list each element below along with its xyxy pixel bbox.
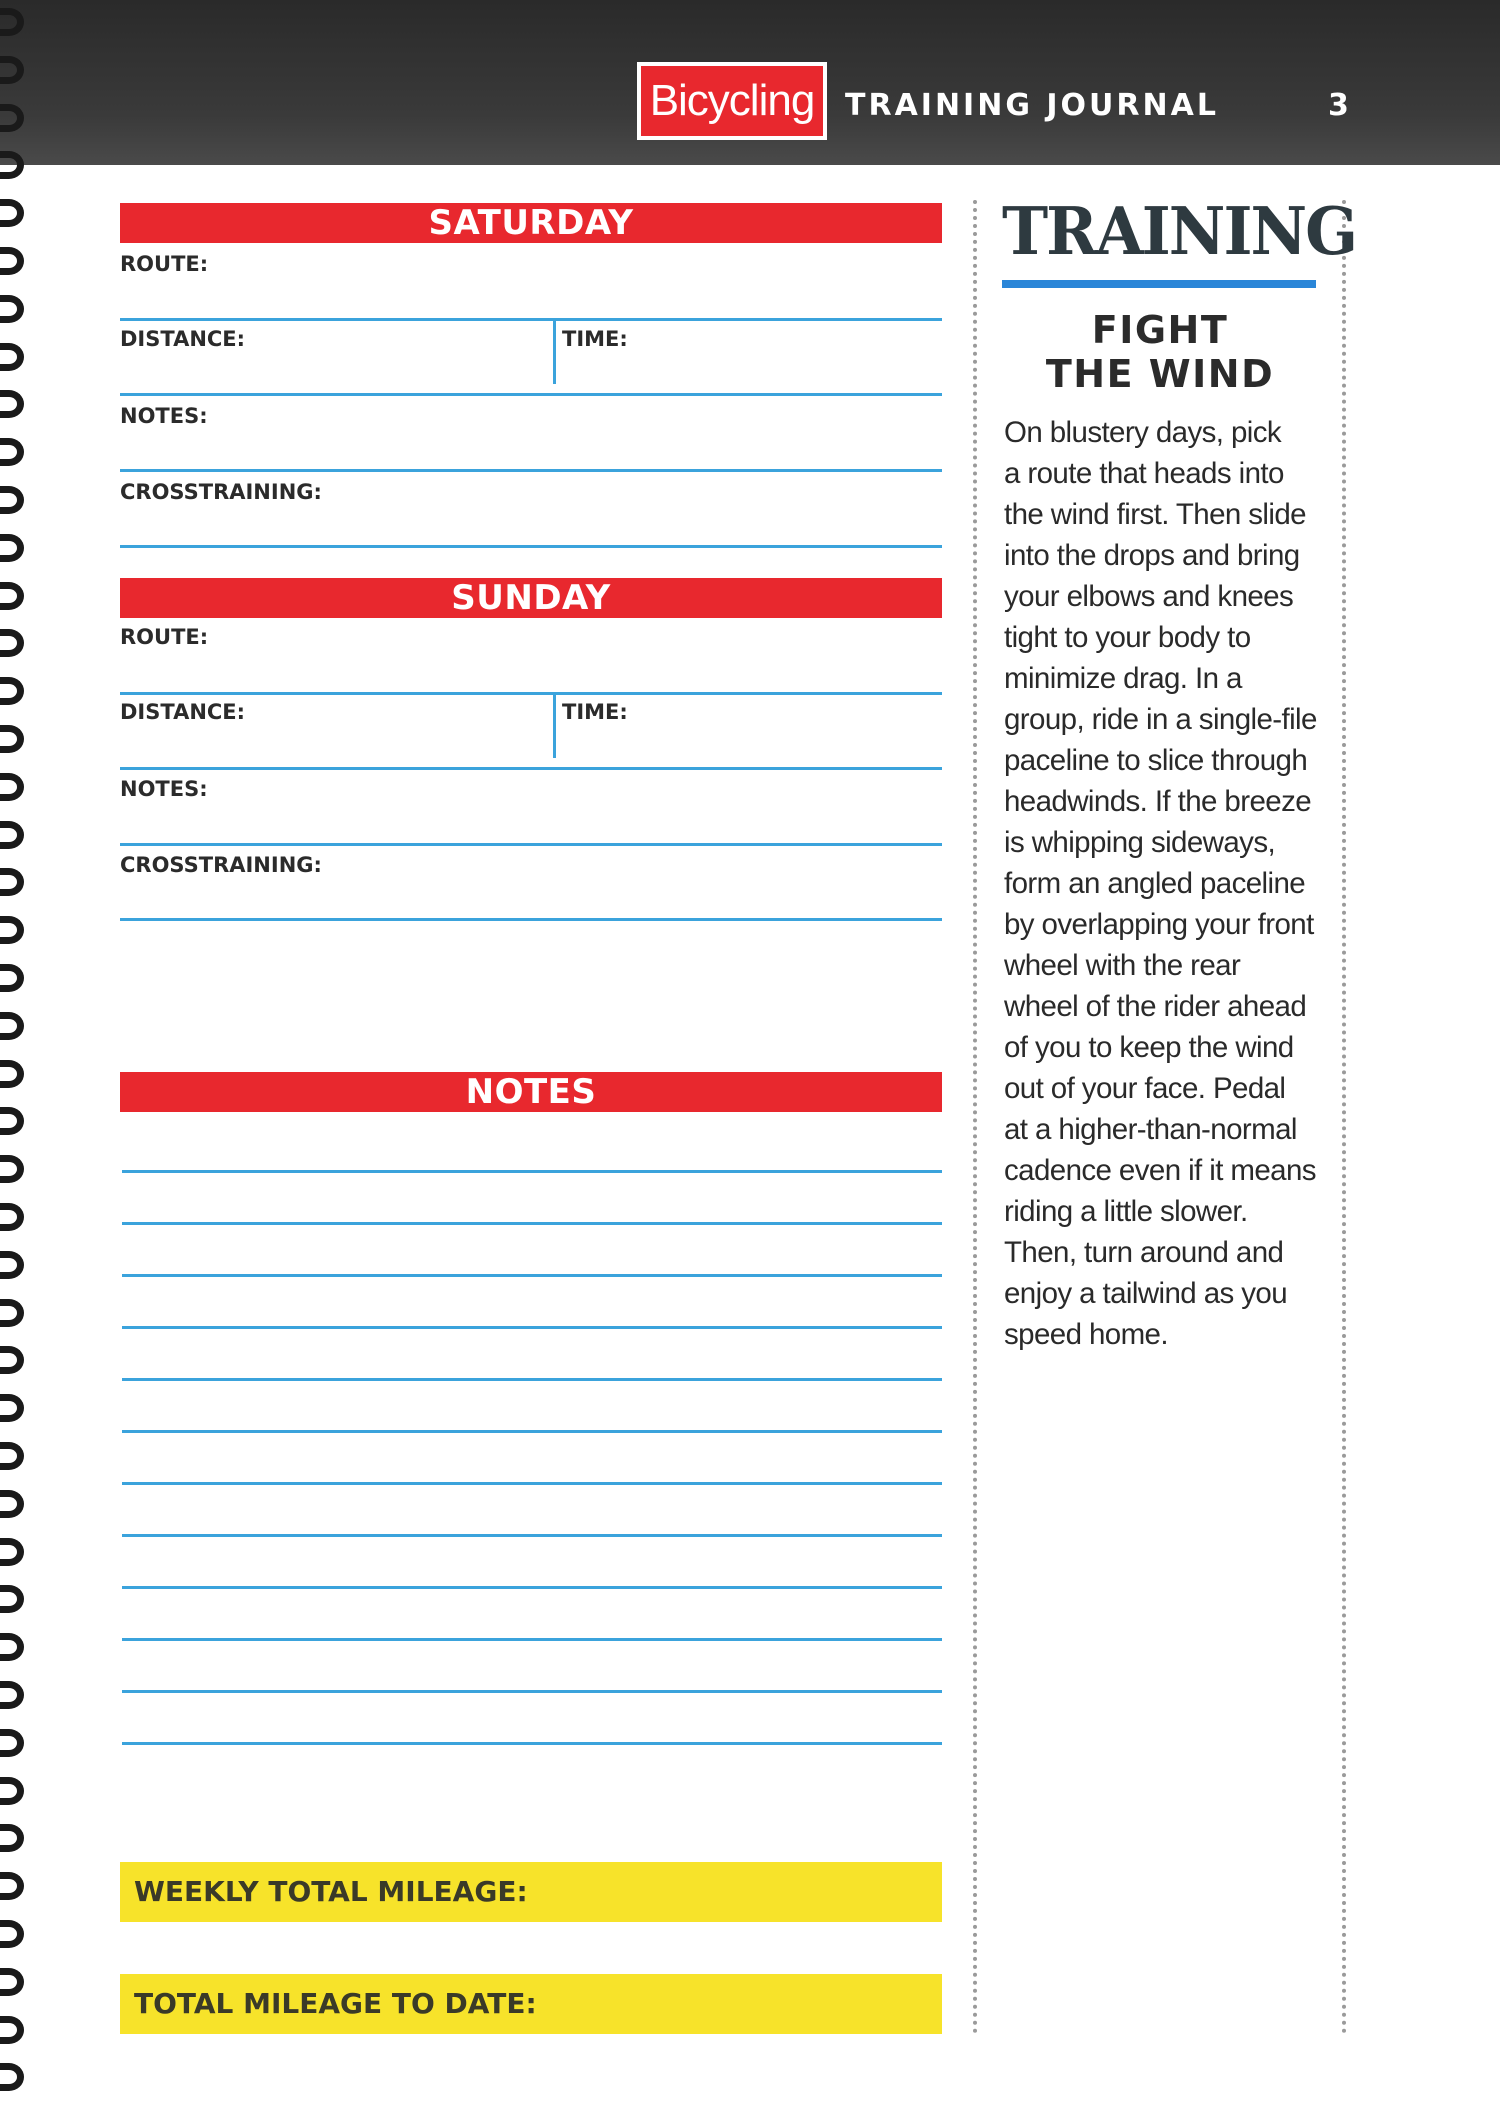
- sunday-divider: [553, 692, 556, 758]
- spiral-coil: [0, 247, 24, 275]
- article-body-line: wheel with the rear: [1004, 949, 1241, 982]
- spiral-coil: [0, 1633, 24, 1661]
- saturday-notes-line: [120, 469, 942, 472]
- article-headline: [1002, 308, 1318, 396]
- spiral-coil: [0, 1920, 24, 1948]
- article-body-line: by overlapping your front: [1004, 908, 1314, 941]
- sunday-time-label: TIME:: [562, 700, 628, 724]
- notes-rule-line: [122, 1326, 942, 1329]
- saturday-distance-label: DISTANCE:: [120, 327, 246, 351]
- sunday-notes-label: NOTES:: [120, 777, 208, 801]
- spiral-coil: [0, 1394, 24, 1422]
- article-body-line: cadence even if it means: [1004, 1154, 1316, 1187]
- spiral-coil: [0, 199, 24, 227]
- spiral-coil: [0, 104, 24, 132]
- article-body-line: wheel of the rider ahead: [1004, 990, 1307, 1023]
- sunday-header: SUNDAY: [120, 578, 942, 618]
- total-mileage-to-date: TOTAL MILEAGE TO DATE:: [120, 1974, 942, 2034]
- notes-rule-line: [122, 1690, 942, 1693]
- article-body-line: minimize drag. In a: [1004, 662, 1242, 695]
- notes-header: NOTES: [120, 1072, 942, 1112]
- spiral-coil: [0, 8, 24, 36]
- spiral-coil: [0, 2063, 24, 2091]
- article-body-line: into the drops and bring: [1004, 539, 1300, 572]
- article-body-line: your elbows and knees: [1004, 580, 1294, 613]
- sunday-route-line: [120, 692, 942, 695]
- spiral-coil: [0, 1442, 24, 1470]
- sunday-route-label: ROUTE:: [120, 625, 209, 649]
- spiral-coil: [0, 1729, 24, 1757]
- spiral-coil: [0, 1824, 24, 1852]
- saturday-route-line: [120, 318, 942, 321]
- spiral-coil: [0, 964, 24, 992]
- sunday-distance-line: [120, 767, 942, 770]
- article-body-line: On blustery days, pick: [1004, 416, 1282, 449]
- article-body-line: is whipping sideways,: [1004, 826, 1276, 859]
- spiral-coil: [0, 390, 24, 418]
- column-divider-left: [973, 200, 977, 2035]
- article-body-line: a route that heads into: [1004, 457, 1284, 490]
- notes-rule-line: [122, 1638, 942, 1641]
- article-body-line: Then, turn around and: [1004, 1236, 1284, 1269]
- saturday-crosstraining-line: [120, 545, 942, 548]
- article-body-line: of you to keep the wind: [1004, 1031, 1294, 1064]
- notes-rule-line: [122, 1378, 942, 1381]
- spiral-coil: [0, 534, 24, 562]
- spiral-coil: [0, 1490, 24, 1518]
- spiral-coil: [0, 1777, 24, 1805]
- article-body: [1004, 412, 1322, 1355]
- spiral-coil: [0, 1346, 24, 1374]
- spiral-coil: [0, 1251, 24, 1279]
- spiral-binding: [0, 0, 30, 2125]
- spiral-coil: [0, 1203, 24, 1231]
- spiral-coil: [0, 582, 24, 610]
- saturday-crosstraining-label: CROSSTRAINING:: [120, 480, 322, 504]
- spiral-coil: [0, 56, 24, 84]
- spiral-coil: [0, 295, 24, 323]
- sunday-notes-line: [120, 843, 942, 846]
- column-divider-right: [1342, 200, 1346, 2035]
- sidebar-section-title: TRAINING: [1002, 193, 1357, 270]
- spiral-coil: [0, 821, 24, 849]
- spiral-coil: [0, 1299, 24, 1327]
- spiral-coil: [0, 1681, 24, 1709]
- sidebar-title-rule: [1002, 280, 1316, 288]
- spiral-coil: [0, 438, 24, 466]
- saturday-divider: [553, 318, 556, 384]
- journal-title: TRAINING JOURNAL: [845, 88, 1219, 123]
- article-body-line: paceline to slice through: [1004, 744, 1308, 777]
- article-body-line: the wind first. Then slide: [1004, 498, 1306, 531]
- spiral-coil: [0, 1012, 24, 1040]
- saturday-route-label: ROUTE:: [120, 252, 209, 276]
- article-headline-line2: THE WIND: [1045, 352, 1275, 396]
- article-headline-line1: FIGHT: [1091, 308, 1229, 352]
- notes-rule-line: [122, 1430, 942, 1433]
- spiral-coil: [0, 1538, 24, 1566]
- weekly-total-mileage: WEEKLY TOTAL MILEAGE:: [120, 1862, 942, 1922]
- spiral-coil: [0, 1107, 24, 1135]
- saturday-time-label: TIME:: [562, 327, 628, 351]
- notes-rule-line: [122, 1170, 942, 1173]
- article-body-line: headwinds. If the breeze: [1004, 785, 1312, 818]
- article-body-line: tight to your body to: [1004, 621, 1251, 654]
- spiral-coil: [0, 343, 24, 371]
- notes-rule-line: [122, 1222, 942, 1225]
- spiral-coil: [0, 151, 24, 179]
- spiral-coil: [0, 1585, 24, 1613]
- sunday-distance-label: DISTANCE:: [120, 700, 246, 724]
- article-body-line: speed home.: [1004, 1318, 1168, 1351]
- article-body-line: enjoy a tailwind as you: [1004, 1277, 1288, 1310]
- spiral-coil: [0, 2016, 24, 2044]
- spiral-coil: [0, 773, 24, 801]
- spiral-coil: [0, 1155, 24, 1183]
- spiral-coil: [0, 868, 24, 896]
- saturday-distance-line: [120, 393, 942, 396]
- spiral-coil: [0, 916, 24, 944]
- notes-rule-line: [122, 1482, 942, 1485]
- saturday-header: SATURDAY: [120, 203, 942, 243]
- notes-rule-line: [122, 1742, 942, 1745]
- spiral-coil: [0, 677, 24, 705]
- notes-rule-line: [122, 1274, 942, 1277]
- saturday-notes-label: NOTES:: [120, 404, 208, 428]
- spiral-coil: [0, 1968, 24, 1996]
- article-body-line: group, ride in a single-file: [1004, 703, 1317, 736]
- article-body-line: riding a little slower.: [1004, 1195, 1248, 1228]
- article-body-line: at a higher-than-normal: [1004, 1113, 1297, 1146]
- sunday-crosstraining-label: CROSSTRAINING:: [120, 853, 322, 877]
- notes-rule-line: [122, 1534, 942, 1537]
- spiral-coil: [0, 486, 24, 514]
- spiral-coil: [0, 1872, 24, 1900]
- spiral-coil: [0, 629, 24, 657]
- page-number: 3: [1328, 88, 1349, 123]
- spiral-coil: [0, 1060, 24, 1088]
- article-body-line: out of your face. Pedal: [1004, 1072, 1286, 1105]
- sunday-crosstraining-line: [120, 918, 942, 921]
- bicycling-logo: Bicycling: [637, 62, 827, 140]
- spiral-coil: [0, 725, 24, 753]
- article-body-line: form an angled paceline: [1004, 867, 1306, 900]
- notes-rule-line: [122, 1586, 942, 1589]
